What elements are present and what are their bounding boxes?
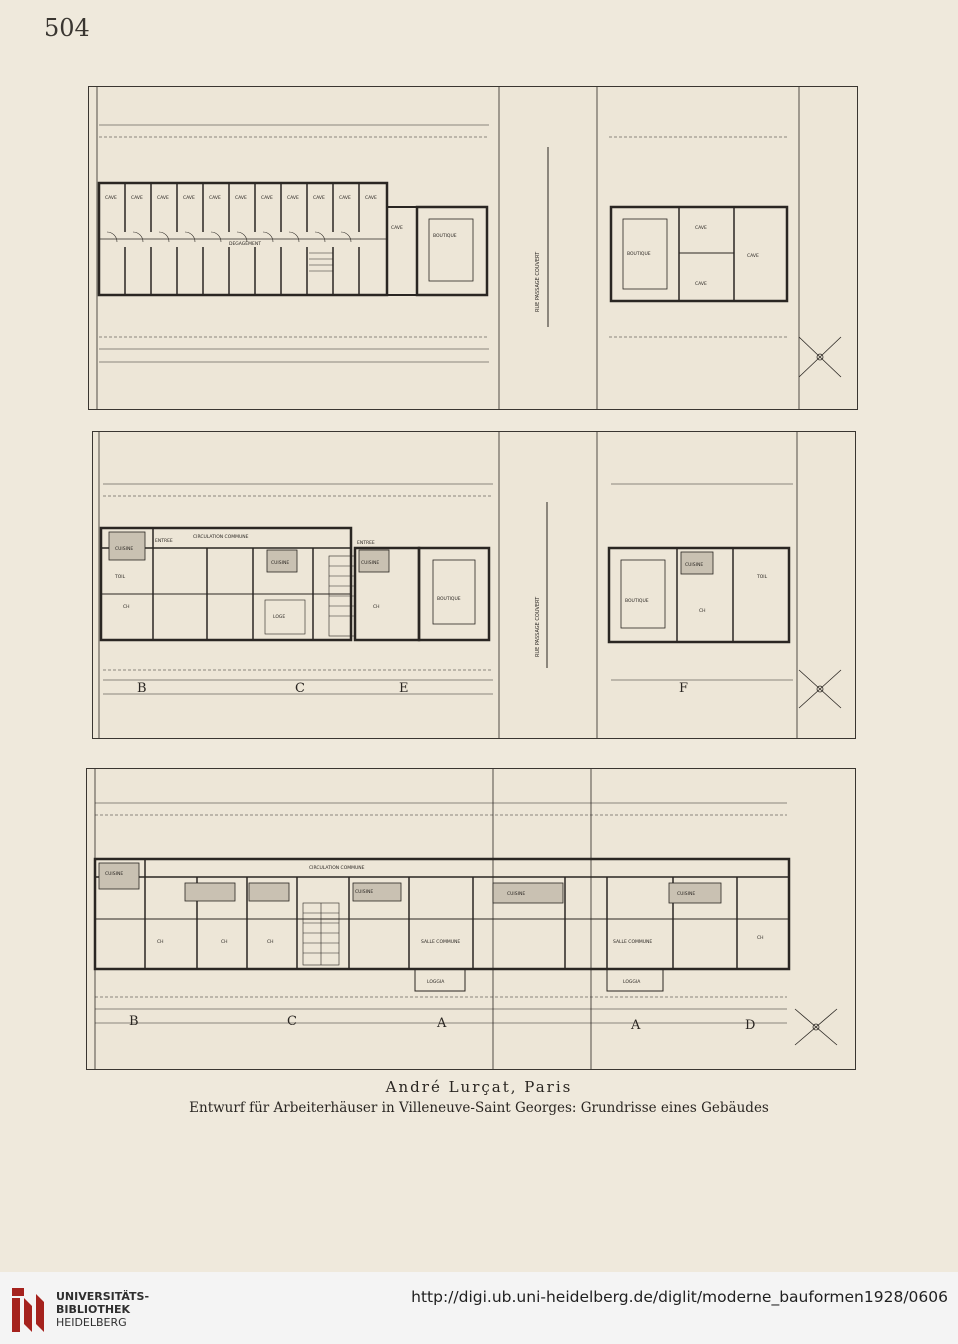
room-label: ENTREE	[357, 541, 375, 546]
room-label: CH	[157, 940, 164, 945]
room-label: CIRCULATION COMMUNE	[309, 866, 365, 871]
room-label: TOIL	[757, 575, 768, 580]
basement-plan	[88, 86, 858, 410]
unit-letter: A	[437, 1016, 447, 1031]
cave-label: CAVE	[157, 196, 169, 201]
ground-floor-plan	[92, 431, 856, 739]
room-label: BOUTIQUE	[433, 234, 457, 239]
room-label: CAVE	[747, 254, 759, 259]
room-label: CUISINE	[685, 563, 704, 568]
cave-label: CAVE	[365, 196, 377, 201]
room-label: SALLE COMMUNE	[613, 940, 653, 945]
cave-label: CAVE	[313, 196, 325, 201]
unit-letter: B	[129, 1014, 139, 1029]
unit-letter: A	[631, 1018, 641, 1033]
room-label: BOUTIQUE	[437, 597, 461, 602]
upper-floor-plan	[86, 768, 856, 1070]
room-label: CH	[699, 609, 706, 614]
room-label: SALLE COMMUNE	[421, 940, 461, 945]
room-label: BOUTIQUE	[627, 252, 651, 257]
cave-label: CAVE	[287, 196, 299, 201]
room-label: CUISINE	[677, 892, 696, 897]
room-label: CUISINE	[105, 872, 124, 877]
street-label: RUE PASSAGE COUVERT	[535, 251, 541, 312]
room-label: CUISINE	[507, 892, 526, 897]
room-label: CH	[123, 605, 130, 610]
unit-letter: C	[295, 681, 305, 696]
room-label: BOUTIQUE	[625, 599, 649, 604]
room-label: CIRCULATION COMMUNE	[193, 535, 249, 540]
room-label: CAVE	[391, 226, 403, 231]
room-label: CH	[221, 940, 228, 945]
street-label: RUE PASSAGE COUVERT	[535, 596, 541, 657]
unit-letter: D	[745, 1018, 756, 1033]
source-url[interactable]: http://digi.ub.uni-heidelberg.de/diglit/moderne_bauformen1928/0606	[411, 1288, 948, 1306]
page-number: 504	[44, 14, 90, 42]
room-label: CUISINE	[115, 547, 134, 552]
cave-label: CAVE	[131, 196, 143, 201]
library-logo-icon	[8, 1286, 48, 1334]
room-label: LOGGIA	[623, 980, 641, 985]
room-label: DEGAGEMENT	[229, 242, 261, 247]
room-label: LOGGIA	[427, 980, 445, 985]
unit-letter: E	[399, 681, 409, 696]
room-label: CUISINE	[361, 561, 380, 566]
room-label: CUISINE	[355, 890, 374, 895]
room-label: CAVE	[695, 226, 707, 231]
footer-bar	[0, 1272, 958, 1344]
unit-letter: B	[137, 681, 147, 696]
caption-subtitle: Entwurf für Arbeiterhäuser in Villeneuve-Saint Georges: Grundrisse eines Gebäudes	[189, 1100, 769, 1116]
room-label: CH	[757, 936, 764, 941]
unit-letter: C	[287, 1014, 297, 1029]
cave-label: CAVE	[339, 196, 351, 201]
cave-label: CAVE	[105, 196, 117, 201]
room-label: LOGE	[273, 615, 286, 620]
unit-letter: F	[679, 681, 689, 696]
cave-label: CAVE	[261, 196, 273, 201]
caption-title: André Lurçat, Paris	[385, 1078, 573, 1096]
cave-label: CAVE	[183, 196, 195, 201]
room-label: CAVE	[695, 282, 707, 287]
room-label: CH	[373, 605, 380, 610]
room-label: ENTREE	[155, 539, 173, 544]
cave-label: CAVE	[235, 196, 247, 201]
room-label: TOIL	[115, 575, 126, 580]
room-label: CUISINE	[271, 561, 290, 566]
room-label: CH	[267, 940, 274, 945]
cave-label: CAVE	[209, 196, 221, 201]
library-name: UNIVERSITÄTS- BIBLIOTHEK HEIDELBERG	[56, 1290, 150, 1329]
